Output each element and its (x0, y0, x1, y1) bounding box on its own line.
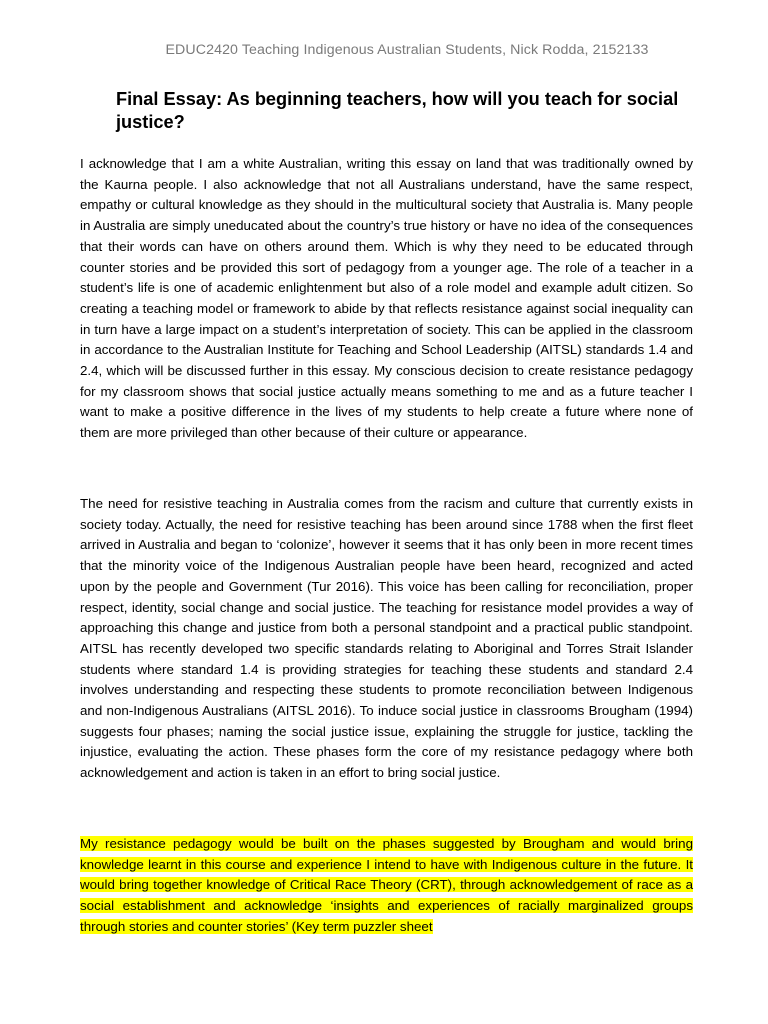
paragraph-resistance-pedagogy (80, 834, 693, 938)
paragraph-resistive-teaching: The need for resistive teaching in Australia comes from the racism and culture that currently exists in society today. Actually, the need for resistive teaching has been around since 1788 when the first fleet arrived in Australia and began to ‘colonize’, however it seems that it has only been in more recent times that the minority voice of the Indigenous Australian people have been heard, recognized and acted upon by the people and Government (Tur 2016). This voice has been calling for reconciliation, proper respect, identity, social change and social justice. The teaching for resistance model provides a way of approaching this change and justice from both a personal standpoint and a practical public standpoint. AITSL has recently developed two specific standards relating to Aboriginal and Torres Strait Islander students where standard 1.4 is providing strategies for teaching these students and standard 2.4 involves understanding and respecting these students to promote reconciliation between Indigenous and non-Indigenous Australians (AITSL 2016). To induce social justice in classrooms Brougham (1994) suggests four phases; naming the social justice issue, explaining the struggle for justice, tackling the injustice, evaluating the action. These phases form the core of my resistance pedagogy where both acknowledgement and action is taken in an effort to bring social justice. (80, 496, 693, 781)
essay-title: Final Essay: As beginning teachers, how will you teach for social justice? (116, 89, 679, 132)
running-header: EDUC2420 Teaching Indigenous Australian Students, Nick Rodda, 2152133 (165, 42, 649, 58)
highlighted-text: My resistance pedagogy would be built on the phases suggested by Brougham and would bring knowledge learnt in this course and experience I intend to have with Indigenous culture in the future. It would bring together knowledge of Critical Race Theory (CRT), through acknowledgement of race as a social establishment and acknowledge ‘insights and experiences of racially marginalized groups through stories and counter stories’ (Key term puzzler sheet (80, 836, 693, 934)
paragraph-acknowledgement: I acknowledge that I am a white Australian, writing this essay on land that was traditionally owned by the Kaurna people. I also acknowledge that not all Australians understand, have the same respect, empathy or cultural knowledge as they should in the multicultural society that Australia is. Many people in Australia are simply uneducated about the country’s true history or have no idea of the consequences that their words can have on others around them. Which is why they need to be educated through counter stories and be provided this sort of pedagogy from a younger age. The role of a teacher in a student’s life is one of academic enlightenment but also of a role model and example adult citizen. So creating a teaching model or framework to abide by that reflects resistance against social inequality can in turn have a large impact on a student’s interpretation of society. This can be applied in the classroom in accordance to the Australian Institute for Teaching and School Leadership (AITSL) standards 1.4 and 2.4, which will be discussed further in this essay. My conscious decision to create resistance pedagogy for my classroom shows that social justice actually means something to me and as a future teacher I want to make a positive difference in the lives of my students to help create a future where none of them are more privileged than other because of their culture or appearance. (80, 156, 693, 441)
